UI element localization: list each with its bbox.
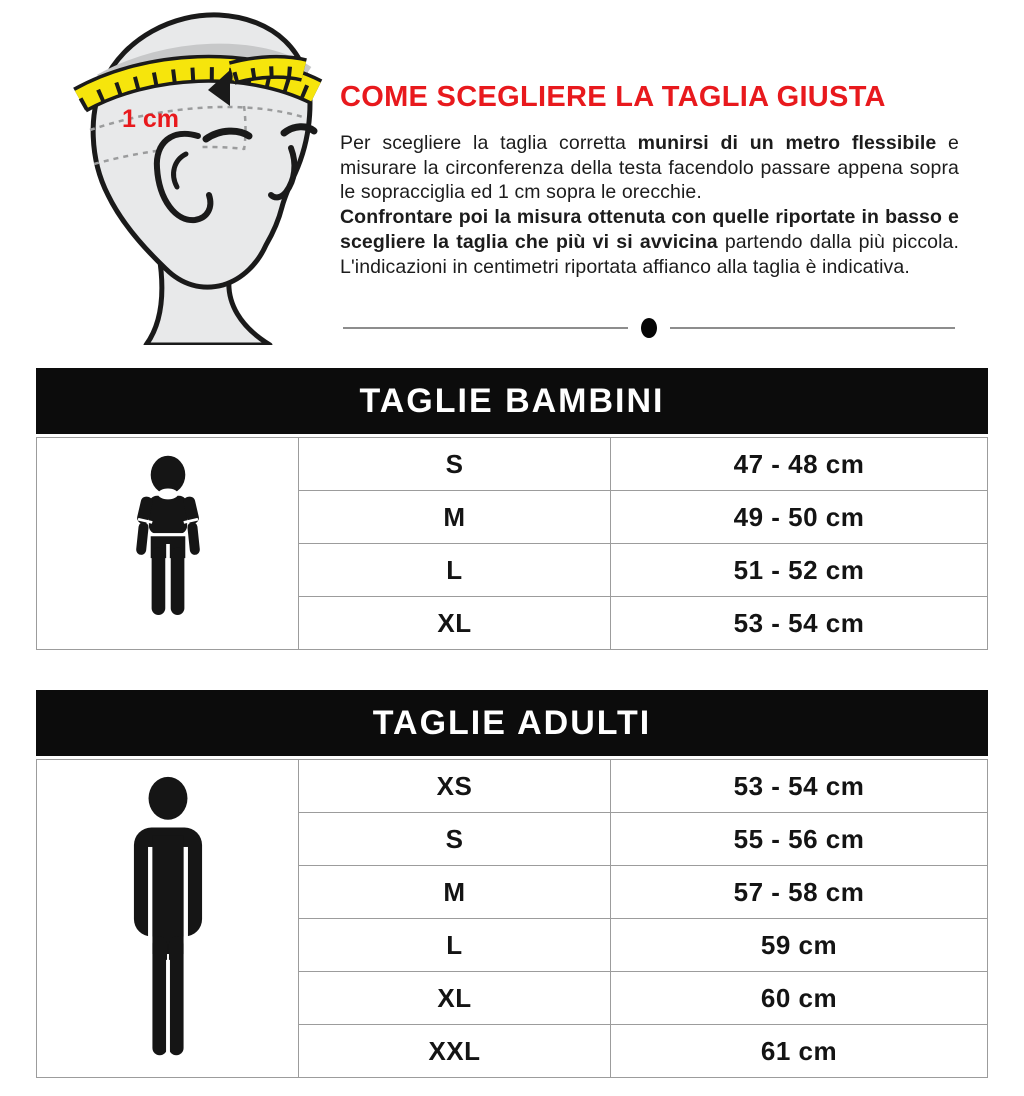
size-label: XL	[299, 597, 611, 649]
intro-text-segment: Per scegliere la taglia corretta	[340, 131, 638, 154]
table-adulti-body	[36, 759, 988, 1078]
table-adulti-rows	[299, 760, 987, 1077]
size-label: S	[299, 813, 611, 865]
size-row-adulti-xs	[299, 760, 987, 813]
size-row-adulti-s	[299, 813, 987, 866]
size-cm-value: 51 - 52 cm	[733, 554, 865, 585]
adult-icon	[114, 773, 222, 1065]
divider-line-left	[343, 327, 628, 329]
table-bambini-title: TAGLIE BAMBINI	[36, 368, 988, 434]
size-row-adulti-xl	[299, 972, 987, 1025]
size-label: XXL	[299, 1025, 611, 1077]
size-row-bambini-xl	[299, 597, 987, 649]
table-bambini-rows	[299, 438, 987, 649]
size-label: XS	[299, 760, 611, 812]
divider-line-right	[670, 327, 955, 329]
table-adulti-title: TAGLIE ADULTI	[36, 690, 988, 756]
size-cm-value: 57 - 58 cm	[733, 876, 865, 907]
intro-text-segment: e misurare la circonferenza della testa facendolo passare appena sopra le sopracciglia ed 1 cm sopra le orecchie.	[340, 131, 959, 204]
size-cm-value: 59 cm	[760, 929, 838, 960]
section-divider	[343, 316, 955, 340]
child-icon-cell	[37, 438, 299, 649]
child-icon	[124, 453, 212, 635]
table-adulti	[36, 690, 988, 1078]
size-label: L	[299, 544, 611, 596]
size-row-bambini-l	[299, 544, 987, 597]
tape-distance-label: 1 cm	[122, 105, 179, 133]
table-bambini	[36, 368, 988, 650]
head-measure-illustration	[38, 0, 338, 345]
size-label: L	[299, 919, 611, 971]
intro-block	[340, 82, 959, 279]
intro-paragraph	[340, 131, 959, 280]
intro-text-segment: munirsi di un metro flessibile	[637, 131, 937, 154]
size-row-bambini-s	[299, 438, 987, 491]
size-label: S	[299, 438, 611, 490]
adult-icon-cell	[37, 760, 299, 1077]
table-bambini-body	[36, 437, 988, 650]
divider-dot-icon	[641, 318, 657, 338]
size-cm-value: 55 - 56 cm	[733, 823, 865, 854]
size-row-bambini-m	[299, 491, 987, 544]
size-cm-value: 53 - 54 cm	[733, 770, 865, 801]
size-label: M	[299, 491, 611, 543]
size-cm-value: 47 - 48 cm	[733, 448, 865, 479]
page-title: COME SCEGLIERE LA TAGLIA GIUSTA	[340, 81, 886, 113]
size-row-adulti-xxl	[299, 1025, 987, 1077]
size-cm-value: 53 - 54 cm	[733, 607, 865, 638]
intro-text-segment: Confrontare poi la misura ottenuta con quelle riportate in basso e scegliere la taglia che più vi si avvicina	[340, 206, 959, 253]
size-row-adulti-m	[299, 866, 987, 919]
size-label: M	[299, 866, 611, 918]
size-row-adulti-l	[299, 919, 987, 972]
size-cm-value: 61 cm	[760, 1035, 838, 1066]
intro-text-segment: partendo dalla più piccola. L'indicazioni in centimetri riportata affianco alla taglia è indicativa.	[340, 230, 960, 278]
size-label: XL	[299, 972, 611, 1024]
size-cm-value: 49 - 50 cm	[733, 501, 865, 532]
head-with-tape-icon	[38, 0, 338, 345]
size-cm-value: 60 cm	[760, 982, 838, 1013]
